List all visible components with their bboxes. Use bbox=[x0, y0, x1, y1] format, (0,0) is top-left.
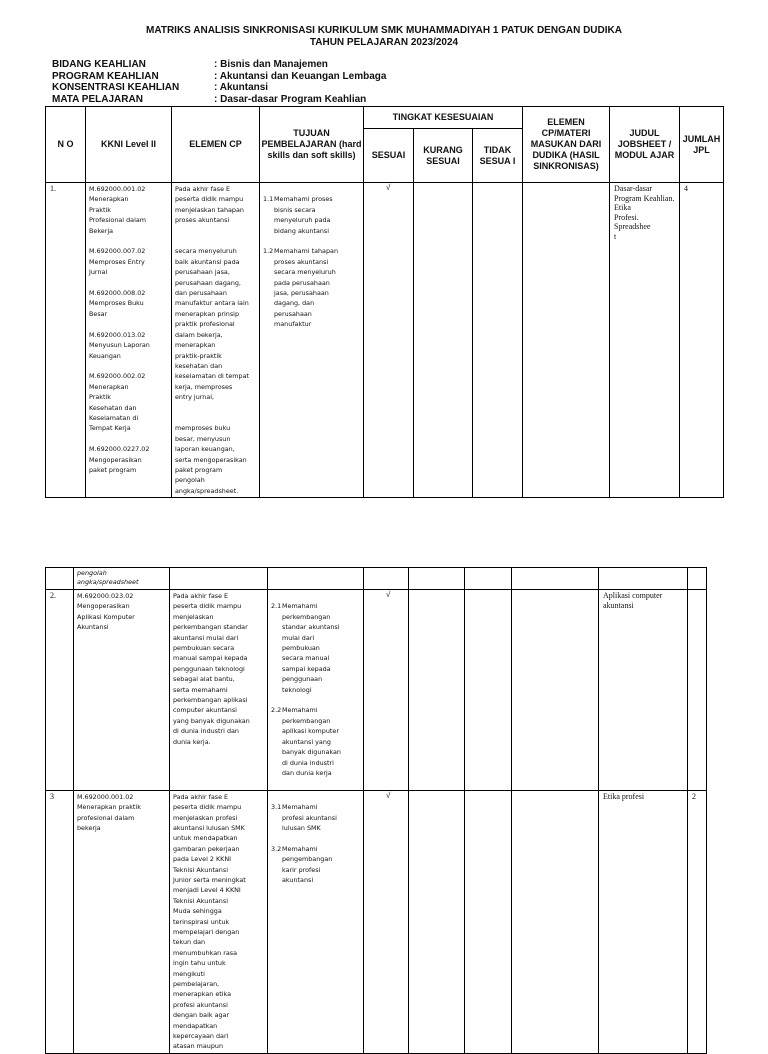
matrix-table-page1 bbox=[45, 106, 724, 498]
header-jpl: JUMLAH JPL bbox=[680, 107, 724, 183]
meta-value: : Akuntansi dan Keuangan Lembaga bbox=[214, 70, 387, 82]
jpl-cell: 4 bbox=[684, 184, 689, 193]
meta-row-mapel bbox=[52, 94, 514, 106]
meta-value: : Bisnis dan Manajemen bbox=[214, 59, 328, 70]
judul-cell: Etika profesi bbox=[603, 791, 645, 801]
table-row bbox=[46, 790, 707, 1053]
objective-item: 2.1 Memahami perkembangan standar akuntansi mulai dari pembukuan secara manual sampai kepada penggunaan teknologi bbox=[271, 602, 340, 694]
jpl-cell: 2 bbox=[692, 791, 696, 801]
meta-value: : Akuntansi bbox=[214, 82, 269, 93]
table-row bbox=[46, 183, 724, 498]
check-mark: √ bbox=[386, 790, 391, 800]
elemen-cp-cell: Pada akhir fase E peserta didik mampu menjelaskan profesi akuntansi lulusan SMK untuk mendapatkan gambaran pekerjaan pada Level 2 KKNI Teknisi Akuntansi Junior serta meningkat menjadi Level 4 KKNI Teknisi Akuntansi Muda sehingga terinspirasi untuk mempelajari dengan tekun dan menumbuhkan rasa ingin tahu untuk mengikuti pembelajaran, menerapkan etika profesi akuntansi dengan baik agar mendapatkan kepercayaan dari atasan maupun bbox=[173, 792, 246, 1051]
meta-key: PROGRAM KEAHLIAN bbox=[52, 70, 159, 82]
jpl-cell bbox=[688, 590, 706, 592]
header-tingkat: TINGKAT KESESUAIAN bbox=[364, 107, 523, 129]
header-tujuan: TUJUAN PEMBELAJARAN (hard skills dan soft skills) bbox=[260, 107, 364, 183]
row-number: 1. bbox=[50, 184, 56, 193]
header-elemen-dudika: ELEMEN CP/MATERI MASUKAN DARI DUDIKA (HASIL SINKRONISAS) bbox=[523, 107, 610, 183]
header-elemen-cp: ELEMEN CP bbox=[172, 107, 260, 183]
header-kurang: KURANG SESUAI bbox=[414, 129, 473, 183]
tujuan-cell bbox=[268, 590, 363, 790]
tujuan-cell bbox=[260, 183, 363, 341]
row-number: 3 bbox=[50, 791, 54, 801]
objective-item: 3.2 Memahami pengembangan karir profesi akuntansi bbox=[271, 844, 333, 884]
matrix-table-page2 bbox=[45, 567, 707, 1054]
judul-cell: Aplikasi computer akuntansi bbox=[603, 591, 663, 610]
elemen-cp-cell: Pada akhir fase E peserta didik mampu menjelaskan tahapan proses akuntansi secara menyeluruh baik akuntansi pada perusahaan jasa, perusahaan dagang, dan perusahaan manufaktur antara lain menerapkan prinsip praktik profesional dalam bekerja, menerapkan praktik-praktik kesehatan dan keselamatan di tempat kerja, memproses entry jurnal, memproses buku besar, menyusun laporan keuangan, serta mengoperasikan paket program pengolah angka/spreadsheet. bbox=[175, 185, 250, 495]
meta-key: KONSENTRASI KEAHLIAN bbox=[52, 82, 180, 93]
document-year: TAHUN PELAJARAN 2023/2024 bbox=[309, 37, 459, 48]
header-kkni: KKNI Level II bbox=[86, 107, 172, 183]
header-sesuai: SESUAI bbox=[364, 129, 414, 183]
meta-key: BIDANG KEAHLIAN bbox=[52, 59, 146, 70]
judul-cell: Dasar-dasar Program Keahlian. Etika Profesi. Spreadshee t bbox=[614, 184, 675, 241]
meta-row-konsentrasi bbox=[52, 82, 514, 94]
document-title: MATRIKS ANALISIS SINKRONISASI KURIKULUM SMK MUHAMMADIYAH 1 PATUK DENGAN DUDIKA bbox=[146, 25, 622, 36]
meta-value: : Dasar-dasar Program Keahlian bbox=[214, 93, 367, 105]
table-row bbox=[46, 590, 707, 791]
elemen-cp-cell: Pada akhir fase E peserta didik mampu menjelaskan perkembangan standar akuntansi mulai dari pembukuan secara manual sampai kepada penggunaan teknologi sebagai alat bantu, serta memahami perkembangan aplikasi computer akuntansi yang banyak digunakan di dunia industri dan dunia kerja. bbox=[173, 592, 250, 746]
objective-item: 3.1 Memahami profesi akuntansi lulusan SMK bbox=[271, 803, 337, 832]
header-tidak: TIDAK SESUA I bbox=[473, 129, 523, 183]
meta-block bbox=[52, 59, 514, 105]
kkni-cell: M.692000.001.02 Menerapkan Praktik Profesional dalam Bekerja M.692000.007.02 Memproses Entry Jurnal M.692000.008.02 Memproses Buku Besar M.692000.013.02 Menyusun Laporan Keuangan M.692000.002.02 Menerapkan Praktik Kesehatan dan Keselamatan di Tempat Kerja M.692000.0227.02 Mengoperasikan paket program bbox=[89, 185, 150, 474]
meta-row-program bbox=[52, 71, 514, 83]
kkni-continuation: pengolah angka/spreadsheet bbox=[77, 569, 139, 586]
objective-item: 1.1 Memahami proses bisnis secara menyeluruh pada bidang akuntansi bbox=[263, 195, 333, 235]
kkni-cell: M.692000.001.02 Menerapkan praktik profesional dalam bekerja bbox=[77, 792, 141, 832]
check-mark: √ bbox=[386, 183, 391, 192]
table-row-continuation bbox=[46, 568, 707, 590]
check-mark: √ bbox=[386, 590, 391, 599]
tujuan-cell bbox=[268, 791, 363, 897]
meta-row-bidang bbox=[52, 59, 514, 71]
header-judul: JUDUL JOBSHEET / MODUL AJAR bbox=[610, 107, 680, 183]
header-no: N O bbox=[46, 107, 86, 183]
objective-item: 1.2 Memahami tahapan proses akuntansi secara menyeluruh pada perusahaan jasa, perusahaan dagang, dan perusahaan manufaktur bbox=[263, 247, 338, 329]
objective-item: 2.2 Memahami perkembangan aplikasi komputer akuntansi yang banyak digunakan di dunia industri dan dunia kerja bbox=[271, 706, 341, 777]
row-number: 2. bbox=[50, 591, 56, 600]
kkni-cell: M.692000.023.02 Mengoperasikan Aplikasi Komputer Akuntansi bbox=[77, 592, 135, 632]
meta-key: MATA PELAJARAN bbox=[52, 93, 143, 105]
